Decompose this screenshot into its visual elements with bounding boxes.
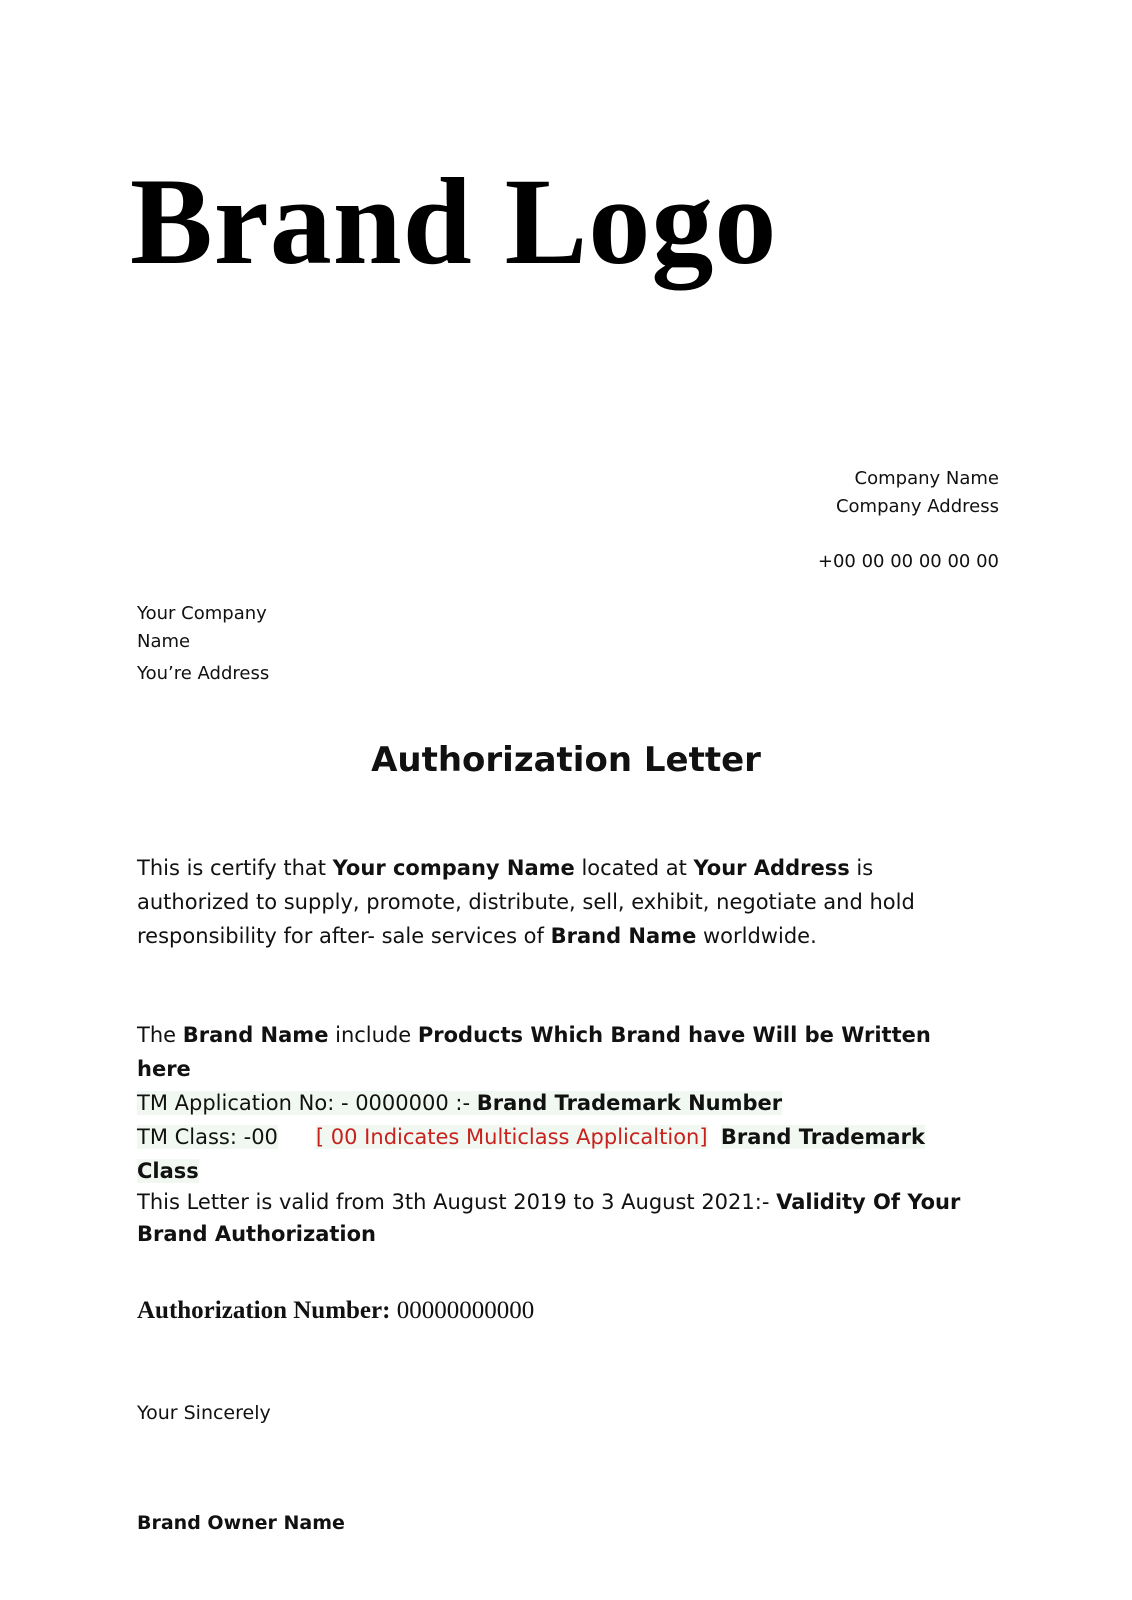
validity-bold: Validity Of Your Brand Authorization — [137, 1190, 961, 1246]
para1-text-4: worldwide. — [696, 924, 817, 948]
signature-name: Brand Owner Name — [137, 1512, 345, 1534]
recipient-company-name: Your Company Name — [137, 603, 267, 652]
para2-text-2: include — [328, 1023, 418, 1047]
authorization-number-value: 00000000000 — [390, 1297, 535, 1324]
para1-brand-name: Brand Name — [550, 924, 697, 948]
para1-text-3: is authorized to supply, promote, distribute, sell, exhibit, negotiate and hold responsibility for after- sale services of — [137, 856, 915, 948]
validity-text: This Letter is valid from 3th August 2019 to 3 August 2021:- — [137, 1190, 777, 1214]
para2-text-1: The — [137, 1023, 183, 1047]
authorization-number — [137, 1296, 534, 1326]
trademark-block — [137, 1086, 967, 1188]
tm-application-label: TM Application No: - 0000000 :- — [137, 1091, 477, 1115]
tm-class-value: Brand Trademark Class — [137, 1125, 925, 1183]
para1-company-name: Your company Name — [332, 856, 575, 880]
recipient-address: You’re Address — [137, 663, 270, 684]
para1-text-2: located at — [574, 856, 694, 880]
brand-logo: Brand Logo — [130, 153, 778, 290]
tm-class-line — [137, 1120, 967, 1188]
recipient-block — [137, 600, 297, 688]
authorization-paragraph — [137, 851, 967, 953]
tm-class-label: TM Class: -00 — [137, 1125, 278, 1149]
tm-class-note: [ 00 Indicates Multiclass Applicaltion] — [315, 1125, 708, 1149]
para2-brand-name: Brand Name — [182, 1023, 329, 1047]
tm-application-value: Brand Trademark Number — [476, 1091, 783, 1115]
sender-company-address: Company Address — [835, 496, 999, 517]
sender-phone: +00 00 00 00 00 00 — [817, 551, 999, 572]
letter-title: Authorization Letter — [371, 740, 761, 780]
sender-company-name: Company Name — [854, 468, 999, 489]
para2-products: Products Which Brand have Will be Written here — [137, 1023, 931, 1081]
para1-address: Your Address — [693, 856, 850, 880]
para1-text-1: This is certify that — [137, 856, 333, 880]
tm-application-line — [137, 1086, 967, 1120]
authorization-number-label: Authorization Number: — [137, 1297, 391, 1324]
products-paragraph — [137, 1018, 967, 1086]
validity-paragraph — [137, 1186, 967, 1250]
closing: Your Sincerely — [137, 1402, 271, 1424]
sender-block — [818, 465, 999, 576]
